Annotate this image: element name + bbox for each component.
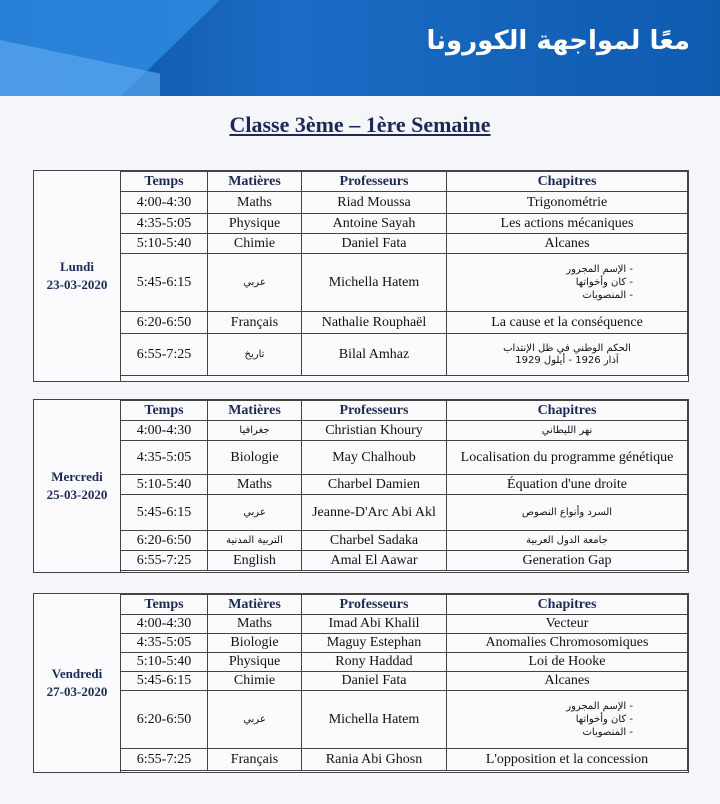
cell-chapitre: [447, 334, 688, 376]
cell-chapitre: La cause et la conséquence: [447, 312, 688, 334]
cell-chapitre: Équation d'une droite: [447, 475, 688, 495]
cell-professeur: Amal El Aawar: [302, 551, 447, 571]
cell-matiere: Français: [208, 312, 302, 334]
cell-temps: 4:00-4:30: [121, 421, 208, 441]
cell-chapitre: Les actions mécaniques: [447, 214, 688, 234]
page-title: Classe 3ème – 1ère Semaine: [229, 112, 491, 137]
chapter-line: آذار 1926 - أيلول 1929: [515, 354, 619, 366]
cell-temps: 5:45-6:15: [121, 254, 208, 312]
cell-matiere: عربي: [208, 495, 302, 531]
header-chapitres: Chapitres: [447, 595, 688, 615]
cell-chapitre: Anomalies Chromosomiques: [447, 634, 688, 653]
cell-temps: 6:20-6:50: [121, 691, 208, 749]
cell-temps: 6:20-6:50: [121, 312, 208, 334]
cell-matiere: English: [208, 551, 302, 571]
day-label: [34, 171, 121, 381]
day-date: 25-03-2020: [46, 487, 108, 502]
day-name: Vendredi: [51, 666, 103, 681]
table-row: [121, 672, 688, 691]
table-row: [121, 531, 688, 551]
cell-professeur: Imad Abi Khalil: [302, 615, 447, 634]
table-row: [121, 634, 688, 653]
schedule-table: [120, 594, 688, 771]
chapter-item: - كان وأخواتها: [575, 277, 633, 288]
cell-professeur: Nathalie Rouphaël: [302, 312, 447, 334]
cell-chapitre: جامعة الدول العربية: [447, 531, 688, 551]
table-header-row: [121, 595, 688, 615]
header-banner: [0, 0, 720, 96]
header-chapitres: Chapitres: [447, 172, 688, 192]
header-chapitres: Chapitres: [447, 401, 688, 421]
header-professeurs: Professeurs: [302, 401, 447, 421]
cell-chapitre: L'opposition et la concession: [447, 749, 688, 771]
day-name: Mercredi: [51, 469, 103, 484]
table-row: [121, 234, 688, 254]
cell-matiere: Biologie: [208, 441, 302, 475]
table-row: [121, 441, 688, 475]
chapter-item: - المنصوبات: [582, 727, 633, 738]
cell-temps: 4:35-5:05: [121, 214, 208, 234]
cell-professeur: Jeanne-D'Arc Abi Akl: [302, 495, 447, 531]
header-professeurs: Professeurs: [302, 172, 447, 192]
banner-title: معًا لمواجهة الكورونا: [426, 26, 690, 56]
cell-chapitre: نهر الليطاني: [447, 421, 688, 441]
cell-matiere: Chimie: [208, 672, 302, 691]
day-block-mercredi: [33, 399, 689, 573]
cell-temps: 5:10-5:40: [121, 653, 208, 672]
cell-temps: 4:35-5:05: [121, 634, 208, 653]
cell-professeur: Bilal Amhaz: [302, 334, 447, 376]
cell-professeur: Antoine Sayah: [302, 214, 447, 234]
chapter-item: - الإسم المجرور: [566, 264, 633, 275]
cell-professeur: Daniel Fata: [302, 672, 447, 691]
cell-professeur: Michella Hatem: [302, 254, 447, 312]
cell-temps: 5:45-6:15: [121, 495, 208, 531]
cell-matiere: عربي: [208, 254, 302, 312]
table-header-row: [121, 401, 688, 421]
cell-chapitre: Alcanes: [447, 234, 688, 254]
cell-chapitre: Generation Gap: [447, 551, 688, 571]
cell-temps: 6:55-7:25: [121, 334, 208, 376]
schedule-table: [120, 400, 688, 571]
table-row: [121, 551, 688, 571]
cell-matiere: Physique: [208, 214, 302, 234]
chapter-line: الحكم الوطني في ظل الإنتداب: [503, 342, 631, 354]
table-row: [121, 749, 688, 771]
cell-temps: 6:20-6:50: [121, 531, 208, 551]
table-row: [121, 615, 688, 634]
cell-matiere: Physique: [208, 653, 302, 672]
cell-temps: 4:00-4:30: [121, 192, 208, 214]
header-professeurs: Professeurs: [302, 595, 447, 615]
chapter-item: - كان وأخواتها: [575, 714, 633, 725]
cell-temps: 6:55-7:25: [121, 749, 208, 771]
day-block-lundi: [33, 170, 689, 382]
header-temps: Temps: [121, 595, 208, 615]
cell-chapitre: السرد وأنواع النصوص: [447, 495, 688, 531]
table-row: [121, 691, 688, 749]
header-temps: Temps: [121, 401, 208, 421]
cell-matiere: جغرافيا: [208, 421, 302, 441]
day-label: [34, 400, 121, 572]
chapter-item: - المنصوبات: [582, 290, 633, 301]
cell-temps: 6:55-7:25: [121, 551, 208, 571]
cell-professeur: Daniel Fata: [302, 234, 447, 254]
cell-professeur: Charbel Damien: [302, 475, 447, 495]
cell-matiere: Maths: [208, 475, 302, 495]
cell-temps: 4:35-5:05: [121, 441, 208, 475]
table-row: [121, 214, 688, 234]
header-matieres: Matières: [208, 172, 302, 192]
cell-professeur: Maguy Estephan: [302, 634, 447, 653]
cell-matiere: عربي: [208, 691, 302, 749]
chapter-item: - الإسم المجرور: [566, 701, 633, 712]
schedule-table: [120, 171, 688, 376]
cell-temps: 5:10-5:40: [121, 234, 208, 254]
cell-matiere: Biologie: [208, 634, 302, 653]
table-row: [121, 312, 688, 334]
cell-chapitre: [447, 254, 688, 312]
day-name: Lundi: [60, 259, 94, 274]
cell-chapitre: Vecteur: [447, 615, 688, 634]
cell-matiere: تاريخ: [208, 334, 302, 376]
cell-matiere: Chimie: [208, 234, 302, 254]
table-row: [121, 653, 688, 672]
table-row: [121, 421, 688, 441]
cell-chapitre: Trigonométrie: [447, 192, 688, 214]
header-matieres: Matières: [208, 595, 302, 615]
cell-matiere: Maths: [208, 615, 302, 634]
cell-matiere: Maths: [208, 192, 302, 214]
cell-professeur: Rony Haddad: [302, 653, 447, 672]
cell-temps: 5:45-6:15: [121, 672, 208, 691]
cell-professeur: Charbel Sadaka: [302, 531, 447, 551]
table-row: [121, 334, 688, 376]
cell-matiere: Français: [208, 749, 302, 771]
cell-professeur: Christian Khoury: [302, 421, 447, 441]
day-date: 27-03-2020: [46, 684, 108, 699]
cell-matiere: التربية المدنية: [208, 531, 302, 551]
day-block-vendredi: [33, 593, 689, 773]
cell-chapitre: [447, 691, 688, 749]
cell-chapitre: Loi de Hooke: [447, 653, 688, 672]
day-date: 23-03-2020: [46, 277, 108, 292]
cell-professeur: Rania Abi Ghosn: [302, 749, 447, 771]
table-row: [121, 475, 688, 495]
day-label: [34, 594, 121, 772]
cell-temps: 4:00-4:30: [121, 615, 208, 634]
header-temps: Temps: [121, 172, 208, 192]
table-row: [121, 254, 688, 312]
cell-chapitre: Alcanes: [447, 672, 688, 691]
table-header-row: [121, 172, 688, 192]
cell-professeur: Riad Moussa: [302, 192, 447, 214]
header-matieres: Matières: [208, 401, 302, 421]
cell-temps: 5:10-5:40: [121, 475, 208, 495]
cell-professeur: May Chalhoub: [302, 441, 447, 475]
cell-professeur: Michella Hatem: [302, 691, 447, 749]
table-row: [121, 495, 688, 531]
cell-chapitre: Localisation du programme génétique: [447, 441, 688, 475]
table-row: [121, 192, 688, 214]
